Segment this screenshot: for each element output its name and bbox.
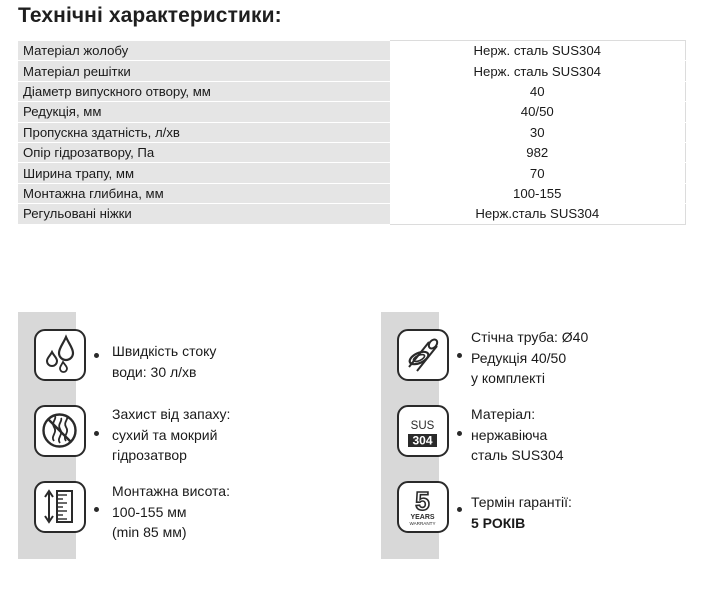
table-row — [18, 102, 685, 122]
feature-line: у комплекті — [471, 370, 545, 386]
spec-value: 100-155 — [390, 183, 685, 203]
sus304-badge-icon — [397, 405, 449, 457]
feature-line: сталь SUS304 — [471, 447, 564, 463]
spec-value: 70 — [390, 163, 685, 183]
spec-label: Матеріал решітки — [18, 61, 390, 81]
table-row — [18, 81, 685, 101]
spec-label: Ширина трапу, мм — [18, 163, 390, 183]
badge-years-text: YEARS — [410, 514, 435, 521]
feature-line: Стічна труба: Ø40 — [471, 329, 589, 345]
water-drops-icon — [34, 329, 86, 381]
badge-number-text: 5 — [415, 486, 430, 516]
badge-sus-text: SUS — [410, 420, 435, 432]
height-ruler-icon — [34, 481, 86, 533]
badge-warranty-text: WARRANTY — [409, 521, 436, 526]
table-row — [18, 163, 685, 183]
feature-line: 5 РОКІВ — [471, 514, 526, 531]
feature-material — [471, 404, 564, 466]
spec-label: Опір гідрозатвору, Па — [18, 142, 390, 162]
badge-304-text: 304 — [412, 433, 433, 448]
feature-odor-protection — [112, 404, 230, 466]
spec-value: Нерж. сталь SUS304 — [390, 61, 685, 81]
table-row — [18, 41, 685, 61]
page-title: Технічні характеристики: — [18, 4, 282, 27]
feature-install-height — [112, 481, 230, 543]
spec-label: Діаметр випускного отвору, мм — [18, 81, 390, 101]
specs-table — [18, 40, 686, 225]
feature-warranty — [471, 492, 572, 533]
feature-drain-pipe — [471, 327, 588, 389]
feature-line: Монтажна висота: — [112, 483, 230, 499]
warranty-5-years-icon — [397, 481, 449, 533]
table-row — [18, 142, 685, 162]
feature-line: Термін гарантії: — [471, 494, 572, 510]
spec-label: Регульовані ніжки — [18, 204, 390, 224]
spec-label: Редукція, мм — [18, 102, 390, 122]
bullet-dot — [457, 507, 462, 512]
spec-value: 40/50 — [390, 102, 685, 122]
feature-line: Захист від запаху: — [112, 406, 231, 422]
bullet-dot — [94, 431, 99, 436]
table-row — [18, 61, 685, 81]
feature-line: (min 85 мм) — [112, 524, 187, 540]
bullet-dot — [457, 353, 462, 358]
feature-line: Редукція 40/50 — [471, 349, 567, 366]
bullet-dot — [457, 431, 462, 436]
spec-value: Нерж.сталь SUS304 — [390, 204, 685, 224]
feature-drain-speed — [112, 341, 216, 382]
spec-value: Нерж. сталь SUS304 — [390, 41, 685, 61]
spec-value: 40 — [390, 81, 685, 101]
table-row — [18, 183, 685, 203]
spec-value: 30 — [390, 122, 685, 142]
spec-label: Монтажна глибина, мм — [18, 183, 390, 203]
feature-line: сухий та мокрий — [112, 426, 218, 443]
feature-line: води: 30 л/хв — [112, 363, 197, 380]
feature-line: нержавіюча — [471, 426, 548, 443]
feature-line: гідрозатвор — [112, 447, 187, 463]
feature-line: 100-155 мм — [112, 503, 187, 520]
odor-block-icon — [34, 405, 86, 457]
feature-line: Матеріал: — [471, 406, 536, 422]
feature-line: Швидкість стоку — [112, 343, 217, 359]
spec-label: Пропускна здатність, л/хв — [18, 122, 390, 142]
spec-value: 982 — [390, 142, 685, 162]
table-row — [18, 122, 685, 142]
spec-label: Матеріал жолобу — [18, 41, 390, 61]
bullet-dot — [94, 353, 99, 358]
table-row — [18, 204, 685, 224]
drain-pipe-icon — [397, 329, 449, 381]
bullet-dot — [94, 507, 99, 512]
